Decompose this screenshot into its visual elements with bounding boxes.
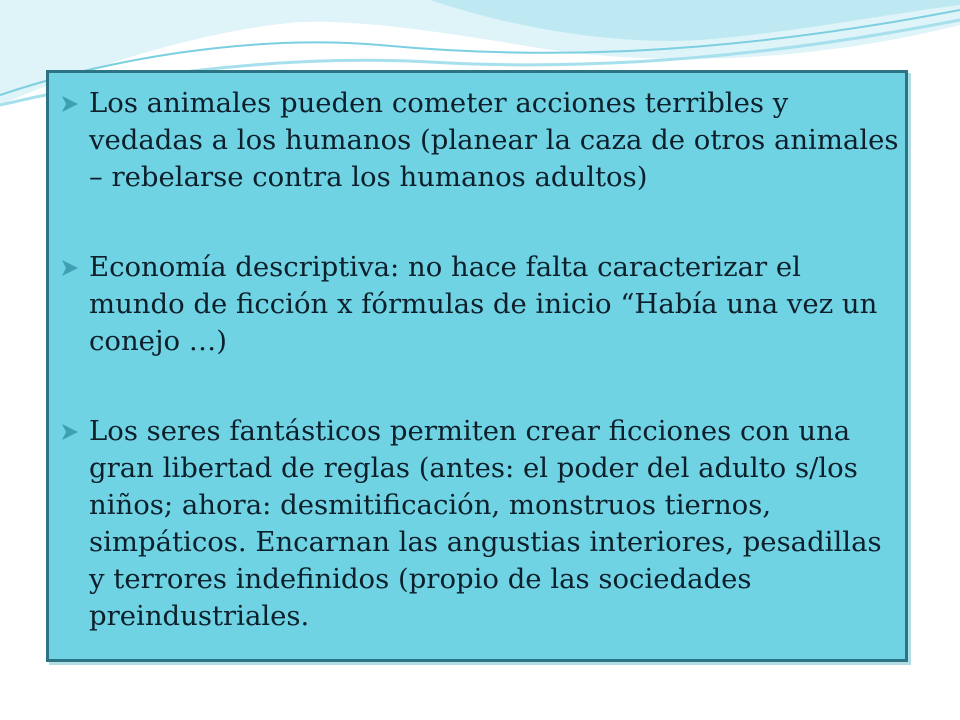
arrowhead-bullet-icon — [61, 96, 79, 112]
bullet-text: Economía descriptiva: no hace falta caracterizar el mundo de ficción x fórmulas de inicio “Había una vez un conejo …) — [89, 251, 878, 357]
bullet-item — [61, 413, 901, 635]
bullet-text: Los seres fantásticos permiten crear ficciones con una gran libertad de reglas (antes: el poder del adulto s/los niños; ahora: desmitificación, monstruos tiernos, simpáticos. Encarnan las angustias interiores, pesadillas y terrores indefinidos (propio de las sociedades preindustriales. — [89, 415, 882, 632]
bullet-item — [61, 249, 901, 360]
content-box — [46, 70, 908, 662]
arrowhead-bullet-icon — [61, 260, 79, 276]
bullet-text: Los animales pueden cometer acciones terribles y vedadas a los humanos (planear la caza de otros animales – rebelarse contra los humanos adultos) — [89, 87, 899, 193]
arrowhead-bullet-icon — [61, 424, 79, 440]
bullet-item — [61, 85, 901, 196]
